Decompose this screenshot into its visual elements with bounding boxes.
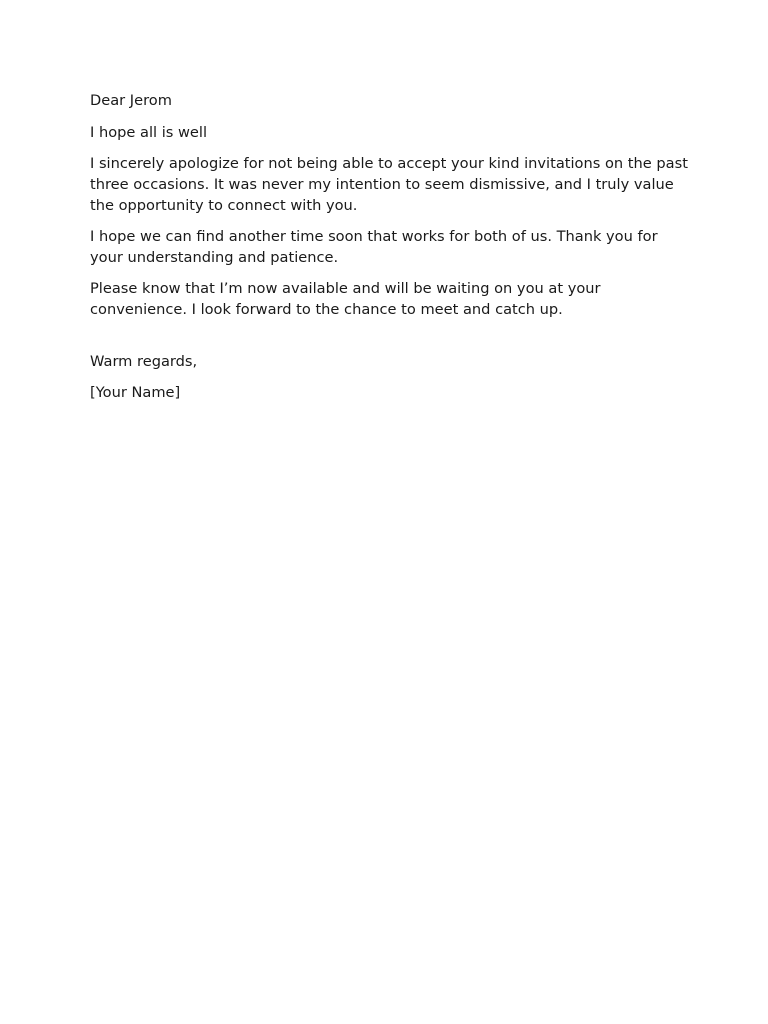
opening-line: I hope all is well bbox=[90, 123, 208, 141]
paragraph-availability: Please know that I’m now available and will be waiting on you at your convenience. I look forward to the chance to meet and catch up. bbox=[90, 279, 601, 318]
salutation: Dear Jerom bbox=[90, 92, 172, 109]
paragraph-apology: I sincerely apologize for not being able to accept your kind invitations on the past three occasions. It was never my intention to seem dismissive, and I truly value the opportunity to connect with you. bbox=[90, 154, 688, 214]
paragraph-reschedule: I hope we can find another time soon that works for both of us. Thank you for your understanding and patience. bbox=[90, 227, 658, 266]
letter-body bbox=[90, 91, 690, 414]
signature: [Your Name] bbox=[90, 383, 181, 401]
blank-line bbox=[90, 331, 690, 352]
closing-line: Warm regards, bbox=[90, 352, 198, 370]
